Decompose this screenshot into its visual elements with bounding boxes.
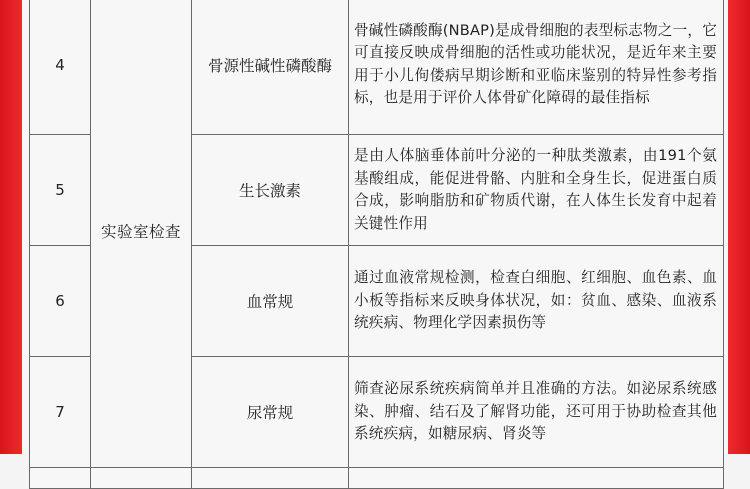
document-page xyxy=(22,0,728,454)
item-name: 尿常规 xyxy=(192,357,349,468)
category-cell-empty xyxy=(91,468,192,489)
item-name: 生长激素 xyxy=(192,135,349,246)
item-description xyxy=(349,135,724,246)
item-description xyxy=(349,357,724,468)
item-name: 血常规 xyxy=(192,246,349,357)
item-name-empty xyxy=(192,468,349,489)
item-name: 骨源性碱性磷酸酶 xyxy=(192,0,349,135)
right-red-border xyxy=(728,0,750,454)
table-row-partial xyxy=(30,468,724,489)
row-number-empty xyxy=(30,468,91,489)
table-row xyxy=(30,0,724,135)
description-text: 筛查泌尿系统疾病简单并且准确的方法。如泌尿系统感染、肿瘤、结石及了解肾功能，还可用于协助检查其他系统疾病，如糖尿病、肾炎等 xyxy=(354,380,717,443)
item-description xyxy=(349,0,724,135)
description-text: 通过血液常规检测，检查白细胞、红细胞、血色素、血小板等指标来反映身体状况，如：贫血、感染、血液系统疾病、物理化学因素损伤等 xyxy=(354,269,717,332)
description-text: 是由人体脑垂体前叶分泌的一种肽类激素，由191个氨基酸组成，能促进骨骼、内脏和全身生长，促进蛋白质合成，影响脂肪和矿物质代谢，在人体生长发育中起着关键性作用 xyxy=(354,147,717,232)
exam-items-table xyxy=(29,0,724,489)
row-number: 4 xyxy=(30,0,91,135)
category-cell: 实验室检查 xyxy=(91,0,192,468)
item-description-empty xyxy=(349,468,724,489)
item-description xyxy=(349,246,724,357)
row-number: 7 xyxy=(30,357,91,468)
row-number: 6 xyxy=(30,246,91,357)
left-red-border xyxy=(0,0,22,454)
row-number: 5 xyxy=(30,135,91,246)
description-text: 骨碱性磷酸酶(NBAP)是成骨细胞的表型标志物之一，它可直接反映成骨细胞的活性或功能状况，是近年来主要用于小儿佝偻病早期诊断和亚临床鉴别的特异性参考指标，也是用于评价人体骨矿化障碍的最佳指标 xyxy=(354,21,717,106)
